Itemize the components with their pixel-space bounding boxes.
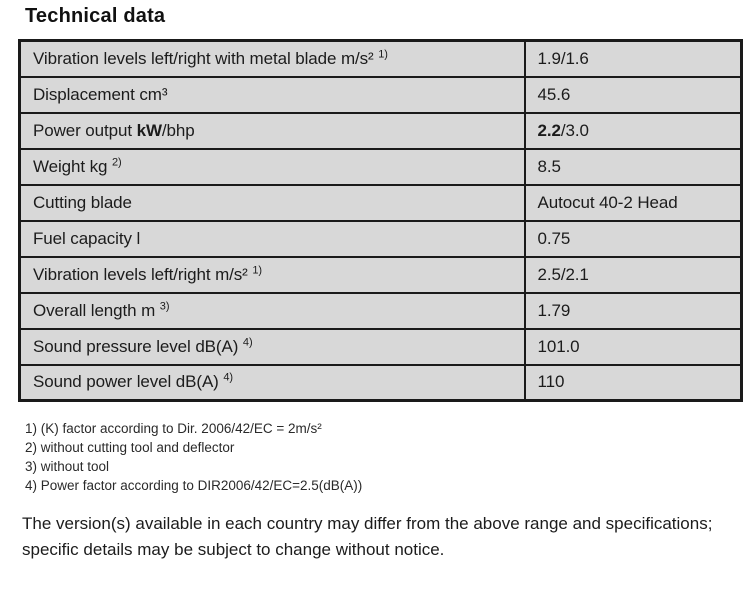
spec-label-cell: Power output kW/bhp [20,113,525,149]
spec-value-cell: 2.2/3.0 [525,113,742,149]
spec-value-cell: 110 [525,365,742,401]
table-row [20,113,742,149]
table-row [20,77,742,113]
table-row [20,293,742,329]
table-row [20,185,742,221]
footnote-line: 1) (K) factor according to Dir. 2006/42/EC = 2m/s² [25,421,322,436]
spec-label-cell: Sound power level dB(A) $^{4)}$ [20,365,525,401]
spec-label-cell: Cutting blade [20,185,525,221]
footnote-line: 2) without cutting tool and deflector [25,440,235,455]
table-row [20,365,742,401]
spec-label-cell: Fuel capacity l [20,221,525,257]
footnote-line: 4) Power factor according to DIR2006/42/EC=2.5(dB(A)) [25,478,363,493]
table-row [20,329,742,365]
table-body [20,41,742,401]
spec-label-cell: Weight kg $^{2)}$ [20,149,525,185]
table-row [20,221,742,257]
page-title: Technical data [25,5,166,27]
table-row [20,257,742,293]
table-row [20,41,742,77]
spec-value-cell: 101.0 [525,329,742,365]
spec-label-cell: Displacement cm³ [20,77,525,113]
spec-value-cell: 1.9/1.6 [525,41,742,77]
spec-label-cell: Vibration levels left/right with metal blade m/s² $^{1)}$ [20,41,525,77]
technical-data-table [18,39,743,402]
spec-value-cell: 8.5 [525,149,742,185]
footnote-line: 3) without tool [25,459,110,474]
spec-value-cell: Autocut 40-2 Head [525,185,742,221]
disclaimer-text: The version(s) available in each country may differ from the above range and specifications; specific details may be subject to change without notice. [22,514,713,559]
spec-label-cell: Overall length m $^{3)}$ [20,293,525,329]
footnotes [25,419,753,495]
spec-value-cell: 1.79 [525,293,742,329]
spec-label-cell: Sound pressure level dB(A) $^{4)}$ [20,329,525,365]
spec-value-cell: 2.5/2.1 [525,257,742,293]
spec-value-cell: 45.6 [525,77,742,113]
spec-label-cell: Vibration levels left/right m/s² $^{1)}$ [20,257,525,293]
spec-value-cell: 0.75 [525,221,742,257]
table-row [20,149,742,185]
